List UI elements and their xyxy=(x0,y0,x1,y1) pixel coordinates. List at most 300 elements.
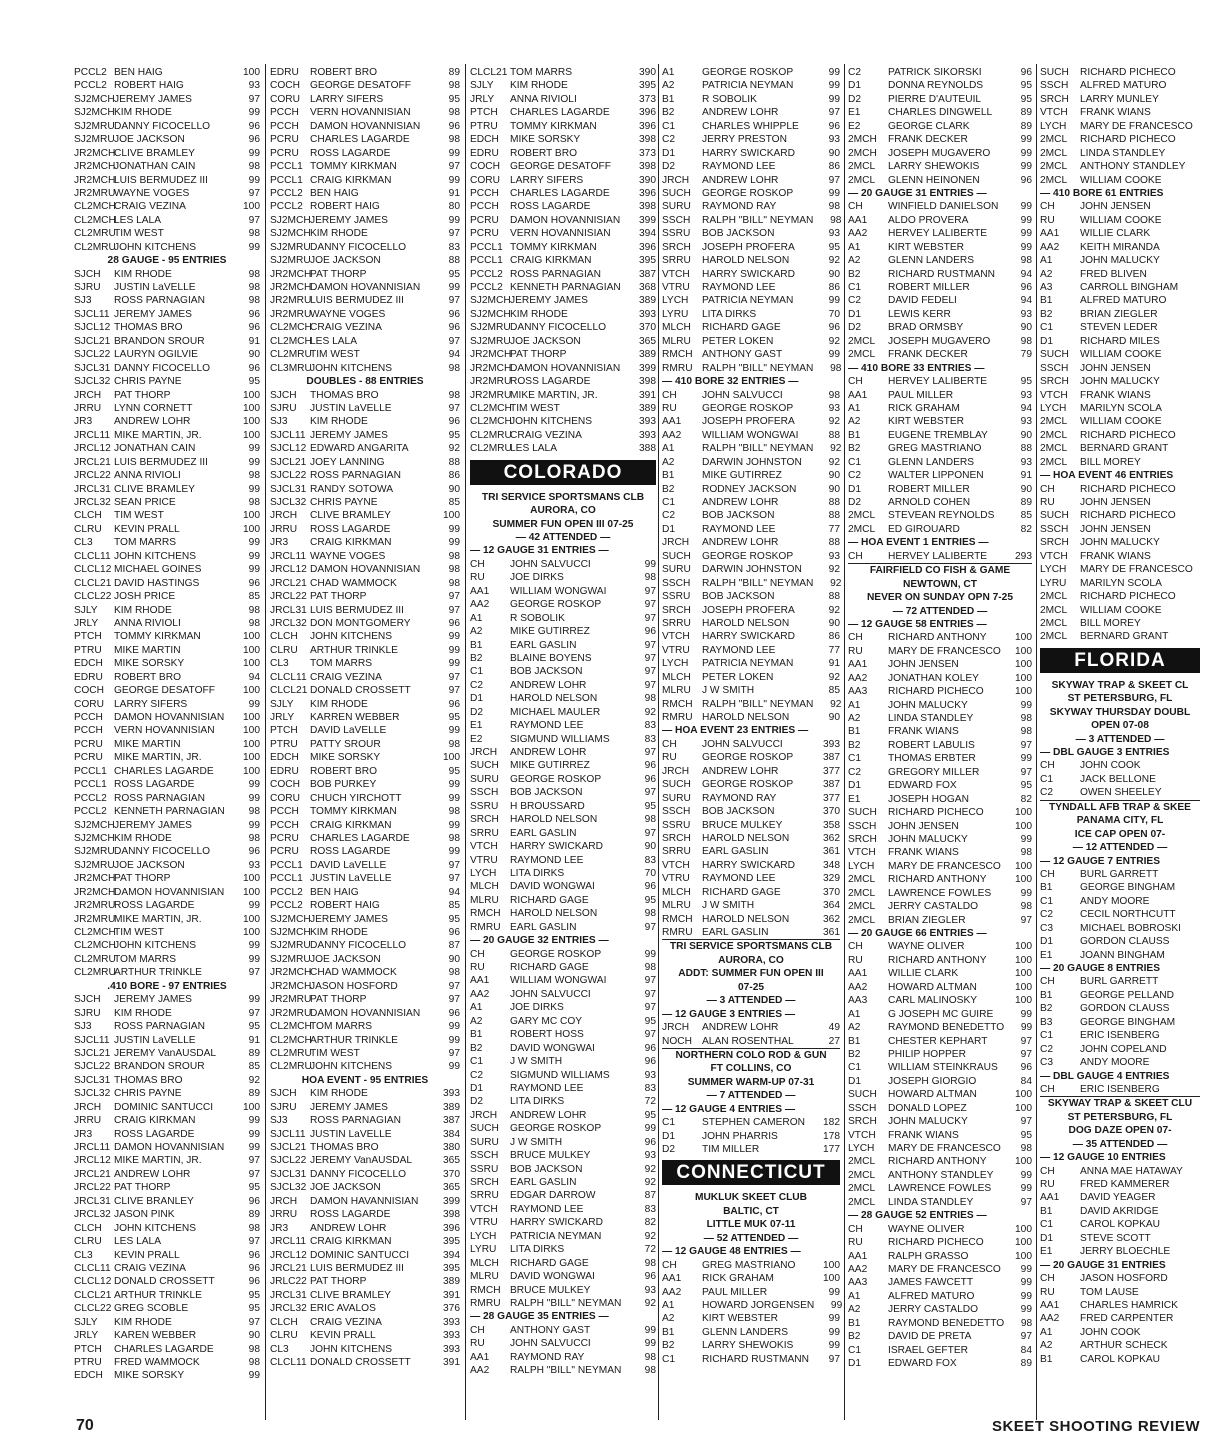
shooter-name: CRAIG KIRKMAN xyxy=(310,537,392,549)
event-class: PCCL1 xyxy=(470,255,503,267)
shooter-name: WAYNE OLIVER xyxy=(888,1223,965,1235)
shooter-name: TOM MARRS xyxy=(114,953,177,965)
result-row xyxy=(74,1181,260,1194)
result-row xyxy=(74,577,260,590)
shooter-name: CLIVE BRAMLEY xyxy=(114,483,195,495)
score xyxy=(1176,133,1204,146)
event-class: SSCH xyxy=(662,577,691,589)
result-row xyxy=(470,362,656,375)
event-class: SUCH xyxy=(848,807,877,819)
shooter-name: KENNETH PARNAGIAN xyxy=(114,806,225,818)
result-row xyxy=(848,348,1032,361)
shooter-name: THOMAS BRO xyxy=(310,1142,379,1153)
shooter-name: BOB JACKSON xyxy=(510,1163,583,1175)
section-heading: AURORA, CO xyxy=(530,505,596,517)
score: 95 xyxy=(248,376,260,388)
shooter-name: G JOSEPH MC GUIRE xyxy=(888,1008,994,1020)
event-class: AA3 xyxy=(848,1277,868,1289)
result-row xyxy=(270,1275,460,1288)
result-row xyxy=(848,806,1032,819)
result-row xyxy=(470,961,656,974)
shooter-name: STEVE SCOTT xyxy=(1080,1232,1151,1244)
result-row xyxy=(74,1208,260,1221)
shooter-name: RICHARD ANTHONY xyxy=(888,954,987,966)
event-class: B2 xyxy=(662,483,675,495)
score: 99 xyxy=(248,147,260,159)
shooter-name: ARTHUR TRINKLE xyxy=(114,967,202,979)
shooter-name: VERN HOVANNISIAN xyxy=(310,107,411,119)
event-class: SJ3 xyxy=(74,295,92,307)
shooter-name: EARL GASLIN xyxy=(510,639,577,651)
result-row xyxy=(1040,79,1200,92)
event-class: SJCL21 xyxy=(74,1047,111,1059)
shooter-name: RICHARD RUSTMANN xyxy=(888,268,995,280)
result-row xyxy=(74,496,260,509)
event-class: EDRU xyxy=(470,147,499,159)
event-class: C2 xyxy=(848,470,862,482)
event-class: RMRU xyxy=(662,362,693,374)
score: 99 xyxy=(828,93,840,105)
event-class: SUCH xyxy=(1040,510,1069,522)
score: 70 xyxy=(828,308,840,320)
shooter-name: JUSTIN LaVELLE xyxy=(310,1128,392,1140)
result-row xyxy=(1040,483,1200,496)
event-class: 2MCL xyxy=(1040,456,1068,468)
event-class: CLCL21 xyxy=(470,67,508,78)
score: 83 xyxy=(644,1203,656,1215)
shooter-name: ANDREW LOHR xyxy=(702,765,779,777)
score: 97 xyxy=(644,827,656,839)
event-class: CL2MRU xyxy=(470,443,512,455)
result-row xyxy=(848,672,1032,685)
shooter-name: TIM MILLER xyxy=(702,1144,760,1155)
score xyxy=(1172,1272,1200,1285)
result-row xyxy=(74,442,260,455)
event-class: SSRU xyxy=(662,819,691,831)
event-class: CLCL12 xyxy=(74,564,112,576)
event-class: 2MCL xyxy=(848,335,876,347)
score: 99 xyxy=(828,1313,840,1325)
result-row xyxy=(270,93,460,106)
result-row xyxy=(662,859,840,872)
score: 99 xyxy=(828,187,840,199)
score xyxy=(1172,1245,1200,1258)
shooter-name: PIERRE D'AUTEUIL xyxy=(888,93,982,105)
score: 99 xyxy=(644,558,656,570)
shooter-name: RAYMOND RAY xyxy=(702,201,777,213)
score: 93 xyxy=(1020,456,1032,468)
score: 96 xyxy=(828,322,840,334)
event-class: SJCL31 xyxy=(74,1074,111,1086)
result-row xyxy=(74,738,260,751)
score: 373 xyxy=(639,93,656,105)
event-class: SJCL22 xyxy=(270,470,307,482)
result-row xyxy=(848,940,1032,953)
score: 96 xyxy=(248,1195,260,1207)
event-class: JRCH xyxy=(74,389,102,401)
score: 97 xyxy=(448,994,460,1006)
event-class: 2MCL xyxy=(1040,617,1068,629)
score: 95 xyxy=(448,712,460,723)
event-class: E2 xyxy=(848,120,861,132)
score xyxy=(1172,1083,1200,1096)
score: 96 xyxy=(644,626,656,638)
score xyxy=(1172,294,1200,307)
result-row xyxy=(270,590,460,603)
result-row xyxy=(1040,563,1200,576)
result-row xyxy=(74,671,260,684)
shooter-name: FRANK WIANS xyxy=(1080,389,1151,401)
event-class: SRRU xyxy=(662,846,691,858)
shooter-name: ROBERT HOSS xyxy=(510,1029,584,1041)
score: 97 xyxy=(448,859,460,871)
score: 97 xyxy=(448,873,460,885)
result-row xyxy=(848,699,1032,712)
result-row xyxy=(1040,375,1200,388)
score: 96 xyxy=(1020,282,1032,293)
shooter-name: BRUCE MULKEY xyxy=(702,819,783,831)
result-row xyxy=(74,993,260,1006)
score: 95 xyxy=(248,1182,260,1194)
event-class: PTCH xyxy=(74,631,102,643)
score xyxy=(1176,590,1204,603)
score: 96 xyxy=(644,1042,656,1054)
score xyxy=(1193,120,1221,133)
shooter-name: DOMINIC SANTUCCI xyxy=(114,1101,214,1113)
event-class: JR2MCH xyxy=(470,349,512,361)
score: 95 xyxy=(448,268,460,280)
event-class: SJ2MCH xyxy=(470,308,511,320)
result-row xyxy=(74,187,260,200)
score: 365 xyxy=(639,335,656,347)
result-row xyxy=(1040,1218,1200,1231)
shooter-name: JOE JACKSON xyxy=(510,335,581,347)
shooter-name: WILLIAM COOKE xyxy=(1080,214,1162,226)
shooter-name: RALPH "BILL" NEYMAN xyxy=(702,362,814,374)
score: 389 xyxy=(639,295,656,307)
result-row xyxy=(74,456,260,469)
score: 98 xyxy=(448,550,460,562)
score: 98 xyxy=(448,80,460,92)
shooter-name: HARRY SWICKARD xyxy=(510,841,604,853)
event-class: 2MCL xyxy=(848,161,876,173)
shooter-name: HAROLD NELSON xyxy=(702,617,790,629)
shooter-name: RICHARD ANTHONY xyxy=(888,874,987,886)
shooter-name: DAVID WONGWAI xyxy=(510,1271,595,1283)
shooter-name: KEVIN PRALL xyxy=(114,523,180,535)
shooter-name: ANTHONY GAST xyxy=(702,349,783,361)
score xyxy=(1172,442,1200,455)
event-class: JR2MCH xyxy=(74,161,116,173)
shooter-name: ERIC ISENBERG xyxy=(1080,1030,1160,1042)
result-row xyxy=(270,187,460,200)
event-class: PTRU xyxy=(270,738,298,750)
score: 97 xyxy=(644,585,656,597)
result-row xyxy=(1040,922,1200,935)
event-class: RU xyxy=(662,752,677,764)
score: 98 xyxy=(248,161,260,173)
shooter-name: GEORGE DESATOFF xyxy=(510,161,611,173)
shooter-name: BRANDON SROUR xyxy=(114,1061,205,1073)
score: 100 xyxy=(243,416,260,428)
event-class: SJ3 xyxy=(74,1021,92,1033)
shooter-name: GEORGE ROSKOP xyxy=(702,67,794,78)
result-row xyxy=(270,1181,460,1194)
result-row xyxy=(848,321,1032,334)
score: 387 xyxy=(823,752,840,764)
shooter-name: RICHARD PICHECO xyxy=(1080,67,1176,78)
result-row xyxy=(662,254,840,267)
score: 97 xyxy=(644,639,656,651)
result-row xyxy=(662,1286,840,1299)
shooter-name: CRAIG VEZINA xyxy=(310,1316,382,1328)
shooter-name: CARROLL BINGHAM xyxy=(1080,282,1179,293)
event-class: SJCL32 xyxy=(270,497,307,508)
result-row xyxy=(270,886,460,899)
result-row xyxy=(470,321,656,334)
score: 100 xyxy=(243,712,260,723)
score: 99 xyxy=(448,846,460,858)
shooter-name: ALFRED MATURO xyxy=(1080,295,1167,307)
event-class: CL2MRU xyxy=(74,967,116,979)
column-1 xyxy=(74,66,260,1383)
event-class: C1 xyxy=(1040,1219,1054,1231)
shooter-name: BOB JACKSON xyxy=(702,806,775,818)
shooter-name: WILLIE CLARK xyxy=(888,968,959,980)
result-row xyxy=(270,174,460,187)
result-row xyxy=(848,241,1032,254)
event-class: SJCL31 xyxy=(270,1168,307,1180)
result-row xyxy=(1040,536,1200,549)
event-class: RU xyxy=(662,402,677,414)
result-row xyxy=(270,832,460,845)
event-class: 2MCL xyxy=(848,1156,876,1168)
event-class: B1 xyxy=(1040,1353,1053,1365)
score xyxy=(1172,402,1200,415)
score: 99 xyxy=(644,1338,656,1350)
shooter-name: CRAIG VEZINA xyxy=(510,429,582,441)
event-class: SJRU xyxy=(74,282,101,293)
score: 96 xyxy=(1020,67,1032,78)
event-class: CL2MRU xyxy=(74,241,116,253)
event-class: AA2 xyxy=(1040,241,1060,253)
shooter-name: KIM RHODE xyxy=(310,927,368,938)
event-class: D1 xyxy=(848,80,862,92)
result-row xyxy=(270,872,460,885)
event-class: 2MCL xyxy=(848,901,876,913)
result-row xyxy=(270,644,460,657)
section-heading: PANAMA CITY, FL xyxy=(1076,815,1164,827)
shooter-name: STEVEAN REYNOLDS xyxy=(888,510,995,522)
event-class: COCH xyxy=(74,685,104,697)
result-row xyxy=(270,415,460,428)
event-class: LYCH xyxy=(470,1230,497,1242)
score: 100 xyxy=(443,752,460,764)
score: 396 xyxy=(639,107,656,119)
event-class: B1 xyxy=(662,1326,675,1338)
score: 368 xyxy=(639,282,656,293)
score: 90 xyxy=(828,712,840,723)
shooter-name: GREG SCOBLE xyxy=(114,1303,189,1315)
result-row xyxy=(662,214,840,227)
event-class: SJCL32 xyxy=(270,1182,307,1194)
event-class: B2 xyxy=(848,1331,861,1343)
score: 100 xyxy=(1015,645,1032,657)
result-row xyxy=(74,133,260,146)
score: 91 xyxy=(248,1034,260,1046)
event-class: VTRU xyxy=(470,1217,498,1229)
event-class: JRLY xyxy=(470,93,495,105)
result-row xyxy=(1040,1178,1200,1191)
score xyxy=(1181,922,1209,935)
score: 77 xyxy=(828,644,840,656)
result-row xyxy=(74,1128,260,1141)
shooter-name: HAROLD NELSON xyxy=(510,693,598,705)
result-row xyxy=(74,1020,260,1033)
score: 98 xyxy=(248,832,260,844)
event-class: CL2MRU xyxy=(270,1047,312,1059)
result-row xyxy=(74,1289,260,1302)
event-class: PCRU xyxy=(270,147,299,159)
result-row xyxy=(848,1129,1032,1142)
score: 96 xyxy=(644,881,656,893)
score xyxy=(1172,786,1200,799)
event-class: B2 xyxy=(1040,308,1053,320)
event-class: PCRU xyxy=(470,214,499,226)
event-class: JRCH xyxy=(470,1109,498,1121)
result-row xyxy=(848,496,1032,509)
score: 358 xyxy=(823,819,840,831)
result-row xyxy=(662,227,840,240)
shooter-name: GREG MASTRIANO xyxy=(888,443,982,455)
shooter-name: GLENN LANDERS xyxy=(702,1326,789,1338)
score: 86 xyxy=(448,470,460,482)
score: 97 xyxy=(448,671,460,683)
shooter-name: ALDO PROVERA xyxy=(888,214,969,226)
shooter-name: ANDREW LOHR xyxy=(702,1022,779,1034)
event-class: 2MCH xyxy=(848,147,877,159)
shooter-name: JOHN MALUCKY xyxy=(888,699,968,711)
result-row xyxy=(74,214,260,227)
shooter-name: DAMON HOVANNISIAN xyxy=(114,712,225,723)
event-class: PCCH xyxy=(270,819,299,831)
event-class: CL2MCH xyxy=(470,416,512,428)
event-class: C1 xyxy=(662,1353,676,1365)
section-heading: HOA EVENT - 95 ENTRIES xyxy=(301,1074,429,1086)
result-row xyxy=(1040,227,1200,240)
shooter-name: MARY DE FRANCESCO xyxy=(1080,120,1193,132)
event-class: D2 xyxy=(662,161,676,173)
shooter-name: BEN HAIG xyxy=(310,187,359,199)
result-row xyxy=(470,294,656,307)
score: 98 xyxy=(448,389,460,401)
event-class: JR2MCH xyxy=(270,967,312,979)
score xyxy=(1172,1286,1200,1299)
result-row xyxy=(848,120,1032,133)
score: 90 xyxy=(828,147,840,159)
result-row xyxy=(74,563,260,576)
event-class: C3 xyxy=(1040,1057,1054,1069)
shooter-name: JOHN KITCHENS xyxy=(114,1222,197,1234)
score: 100 xyxy=(243,873,260,885)
result-row xyxy=(1040,949,1200,962)
event-class: 2MCL xyxy=(1040,631,1068,643)
score: 85 xyxy=(1020,510,1032,522)
result-row xyxy=(1040,881,1200,894)
result-row xyxy=(74,1060,260,1073)
score: 89 xyxy=(1020,497,1032,508)
shooter-name: BRIAN ZIEGLER xyxy=(1080,308,1158,320)
score: 98 xyxy=(248,497,260,508)
event-class: SJRU xyxy=(270,1101,297,1113)
result-row xyxy=(74,778,260,791)
shooter-name: ARNOLD COHEN xyxy=(888,497,971,508)
result-row xyxy=(1040,1272,1200,1285)
score: 99 xyxy=(1020,241,1032,253)
result-row xyxy=(662,509,840,522)
score xyxy=(1172,335,1200,348)
event-header: — 20 GAUGE 66 ENTRIES — xyxy=(848,928,987,939)
result-row xyxy=(1040,1286,1200,1299)
result-row xyxy=(74,819,260,832)
event-class: PCCH xyxy=(270,107,299,119)
shooter-name: MICHAEL GOINES xyxy=(114,564,202,576)
shooter-name: GORDON CLAUSS xyxy=(1080,936,1170,948)
event-class: CLRU xyxy=(74,1236,102,1248)
result-row xyxy=(74,711,260,724)
score: 93 xyxy=(1020,416,1032,428)
score: 370 xyxy=(823,806,840,818)
result-row xyxy=(848,1290,1032,1303)
result-row xyxy=(74,106,260,119)
event-class: CL2MCH xyxy=(74,214,116,226)
event-class: VTCH xyxy=(662,859,690,871)
result-row xyxy=(1040,321,1200,334)
score: 97 xyxy=(644,921,656,933)
shooter-name: BRANDON SROUR xyxy=(114,335,205,347)
score xyxy=(1172,604,1200,617)
score: 96 xyxy=(448,120,460,132)
event-class: JRCL31 xyxy=(74,1195,111,1207)
shooter-name: TOMMY KIRKMAN xyxy=(310,806,397,818)
event-class: VTCH xyxy=(848,1129,876,1141)
event-class: CH xyxy=(848,1223,863,1235)
score xyxy=(1172,321,1200,334)
score xyxy=(1172,348,1200,361)
event-class: C2 xyxy=(662,134,676,146)
shooter-name: JOSEPH HOGAN xyxy=(888,793,969,805)
shooter-name: HAROLD NELSON xyxy=(510,814,598,826)
event-class: CLCL22 xyxy=(74,591,112,603)
result-row xyxy=(270,577,460,590)
shooter-name: CRAIG VEZINA xyxy=(114,201,186,213)
section-heading: — 7 ATTENDED — xyxy=(706,1090,796,1102)
shooter-name: BILL MOREY xyxy=(1080,456,1141,468)
result-row xyxy=(74,1034,260,1047)
event-class: C2 xyxy=(662,510,676,522)
shooter-name: ROBERT MILLER xyxy=(888,483,970,495)
result-row xyxy=(848,1303,1032,1316)
event-class: 2MCL xyxy=(848,1196,876,1208)
result-row xyxy=(74,604,260,617)
result-row xyxy=(848,254,1032,267)
shooter-name: THOMAS BRO xyxy=(114,1074,183,1086)
shooter-name: DAMON HOVANNISIAN xyxy=(114,1142,225,1153)
shooter-name: ROBERT HAIG xyxy=(114,80,184,92)
score: 99 xyxy=(448,1021,460,1033)
event-class: CL2MRU xyxy=(270,349,312,361)
result-row xyxy=(662,1353,840,1366)
